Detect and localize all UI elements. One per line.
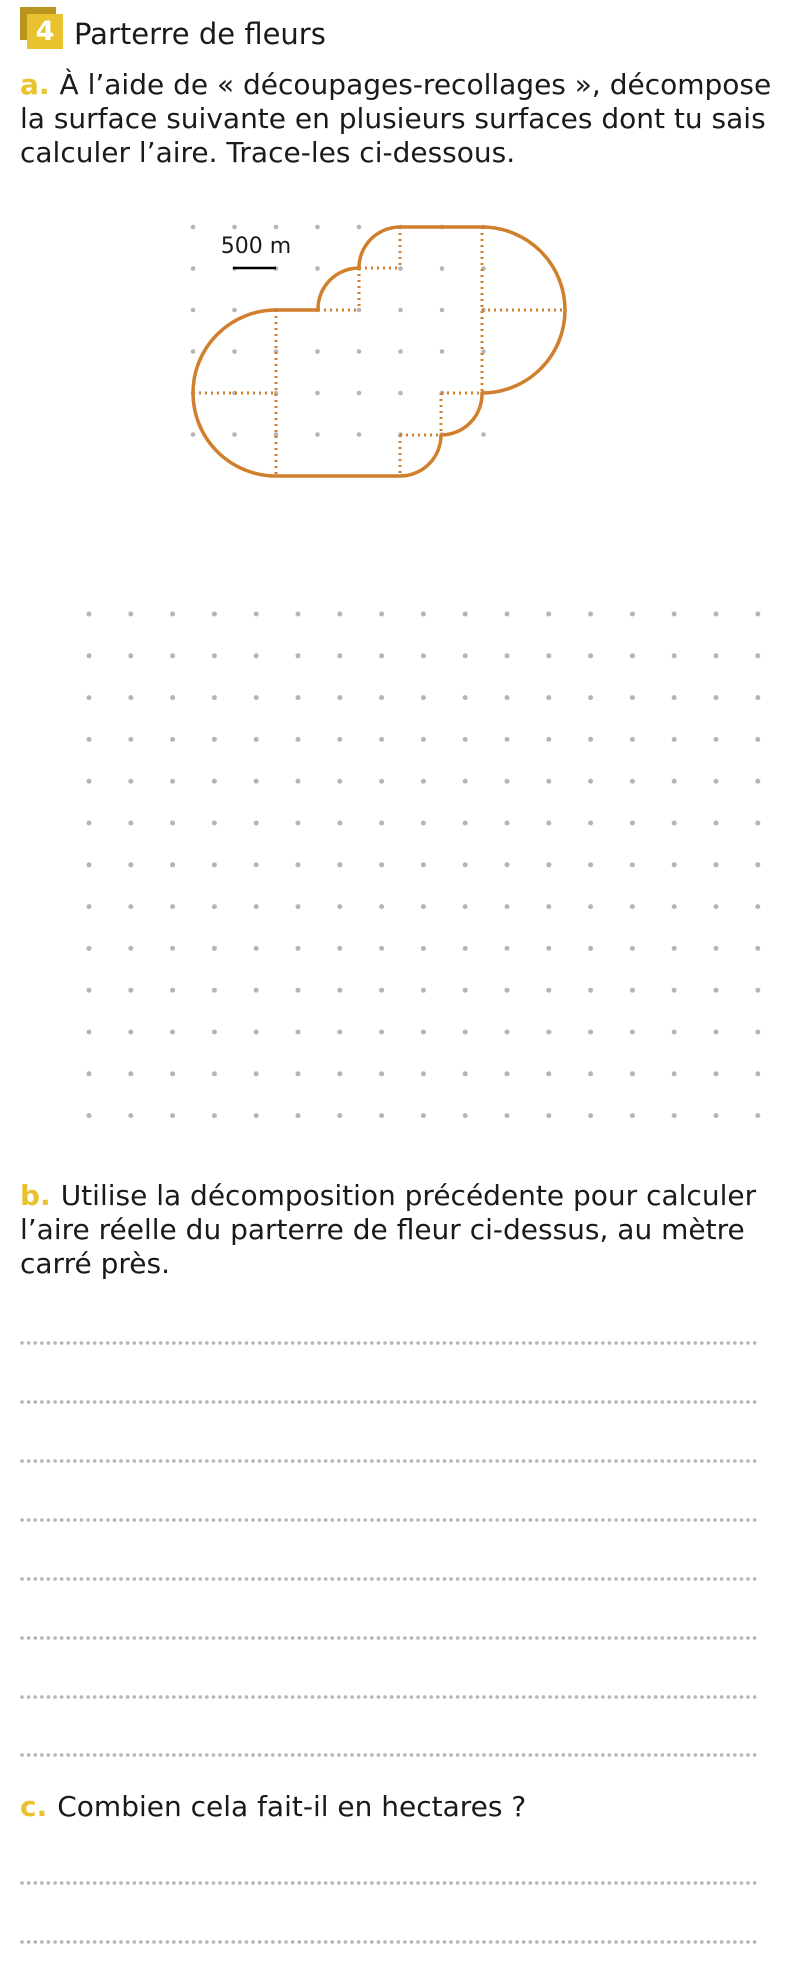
scale-bar [221,234,291,268]
answer-grid-dot [463,904,468,909]
answer-grid-dot [546,1071,551,1076]
answer-grid-dot [714,653,719,658]
answer-grid-dot [755,612,760,617]
answer-grid-dot [672,862,677,867]
answer-grid-dot [630,946,635,951]
answer-grid-dot [212,695,217,700]
answer-grid-dot [379,695,384,700]
figure-grid-dot [232,349,237,354]
answer-grid-dot [630,1030,635,1035]
answer-grid-dot [755,821,760,826]
answer-grid-dot [170,1071,175,1076]
answer-grid-dot [421,1030,426,1035]
answer-grid-dot [87,988,92,993]
figure-grid-dot [398,349,403,354]
answer-grid-dot [379,1113,384,1118]
answer-grid-dot [421,821,426,826]
answer-grid-dot [630,904,635,909]
answer-lines [22,1343,761,1942]
figure-grid-dot [357,391,362,396]
answer-grid-dot [421,988,426,993]
answer-grid-dot [170,1030,175,1035]
exercise-number-badge: 4 [27,14,63,49]
answer-grid-dot [672,904,677,909]
figure-grid-dot [315,225,320,230]
part-a-text: À l’aide de « découpages-recollages », décompose la surface suivante en plusieurs surfaces dont tu sais calculer l’aire. Trace-les ci-dessous. [20,68,772,169]
answer-grid-dot [212,1113,217,1118]
answer-grid-dot [296,862,301,867]
answer-grid-dot [672,779,677,784]
figure-grid-dot [357,308,362,313]
answer-grid-dot [588,779,593,784]
answer-grid-dot [588,821,593,826]
answer-grid-dot [755,695,760,700]
answer-grid-dot [87,1030,92,1035]
answer-grid-dot [755,862,760,867]
answer-grid-dot [714,737,719,742]
answer-grid-dot [505,612,510,617]
answer-grid-dot [588,1113,593,1118]
figure-grid-dot [315,391,320,396]
answer-grid-dot [337,904,342,909]
answer-grid-dot [463,821,468,826]
figure-grid-dot [191,266,196,271]
answer-grid-dot [421,695,426,700]
answer-grid-dot [337,612,342,617]
answer-grid-dot [672,1113,677,1118]
answer-grid-dot [505,653,510,658]
answer-grid-dot [588,737,593,742]
figure-grid-dot [191,349,196,354]
figure-grid-dot [357,432,362,437]
part-a-letter: a. [20,68,50,101]
part-b-letter: b. [20,1179,51,1212]
answer-grid-dot [379,779,384,784]
answer-grid-dot [714,821,719,826]
answer-grid-dot [714,1113,719,1118]
answer-grid-dot [630,779,635,784]
answer-grid-dot [546,1030,551,1035]
answer-grid-dot [630,1071,635,1076]
answer-grid-dot [254,653,259,658]
answer-grid-dot [337,779,342,784]
answer-grid-dot [463,779,468,784]
figure-grid-dot [481,432,486,437]
figure-grid-dot [357,349,362,354]
answer-grid-dot [337,1113,342,1118]
answer-grid-dot [755,1071,760,1076]
answer-grid-dot [296,779,301,784]
answer-grid-dot [588,653,593,658]
answer-grid-dot [212,1030,217,1035]
figure-grid-dot [232,225,237,230]
answer-grid-dot [296,612,301,617]
answer-grid-dot [254,862,259,867]
answer-grid-dot [672,821,677,826]
answer-grid-dot [505,988,510,993]
answer-grid-dot [254,737,259,742]
answer-grid-dot [463,612,468,617]
answer-grid-dot [672,653,677,658]
answer-grid-dot [546,1113,551,1118]
answer-grid-dot [296,821,301,826]
answer-grid-dot [714,695,719,700]
answer-grid-dot [421,653,426,658]
answer-grid-dot [755,779,760,784]
answer-grid-dot [254,779,259,784]
answer-grid-dot [87,1113,92,1118]
answer-grid-dot [128,1030,133,1035]
scale-bar-label: 500 m [220,234,292,259]
answer-grid-dot [170,1113,175,1118]
answer-grid-dot [630,821,635,826]
figure-grid-dot [440,308,445,313]
answer-grid-dot [588,904,593,909]
answer-grid-dot [170,612,175,617]
answer-grid-dot [254,988,259,993]
answer-grid-dot [755,653,760,658]
part-c-letter: c. [20,1790,48,1823]
answer-grid-dot [379,821,384,826]
answer-grid-dot [87,904,92,909]
answer-grid-dot [128,821,133,826]
part-c-question [20,1790,790,1824]
answer-grid-dot [128,946,133,951]
answer-grid-dot [714,1030,719,1035]
answer-grid-dot [87,862,92,867]
answer-grid-dot [505,862,510,867]
answer-grid-dot [630,862,635,867]
answer-grid-dot [630,695,635,700]
answer-grid-dot [170,695,175,700]
answer-grid-dot [296,653,301,658]
answer-grid-dot [505,821,510,826]
answer-grid-dot [505,695,510,700]
answer-grid-dot [170,779,175,784]
answer-grid-dot [296,737,301,742]
answer-grid-dot [755,904,760,909]
answer-grid-dot [379,862,384,867]
answer-grid-dot [254,695,259,700]
answer-grid-dot [337,946,342,951]
answer-grid-dot [714,779,719,784]
answer-grid-dot [505,1030,510,1035]
part-c-text: Combien cela fait-il en hectares ? [57,1790,527,1823]
exercise-title: Parterre de fleurs [74,17,326,51]
figure-grid-dot [440,349,445,354]
answer-grid-dot [379,612,384,617]
answer-grid-dot [546,821,551,826]
answer-grid-dot [170,653,175,658]
figure-grid-dot [274,225,279,230]
answer-grid-dot [254,1113,259,1118]
answer-grid-dot [463,653,468,658]
answer-grid-dot [337,821,342,826]
answer-grid-dot [337,988,342,993]
answer-grid-dot [296,946,301,951]
answer-grid-dot [463,988,468,993]
answer-grid-dot [421,779,426,784]
answer-grid-dot [421,737,426,742]
figure-grid-dot [191,225,196,230]
answer-grid-dot [337,862,342,867]
answer-grid-dot [87,1071,92,1076]
answer-grid-dot [546,737,551,742]
answer-grid-dot [337,1071,342,1076]
answer-grid-dot [87,612,92,617]
answer-grid-dot [714,1071,719,1076]
figure-grid-dot [398,308,403,313]
answer-grid-dot [379,1030,384,1035]
answer-grid-dot [170,862,175,867]
answer-grid-dot [463,1113,468,1118]
answer-grid-dot [87,737,92,742]
answer-grid-dot [463,1030,468,1035]
answer-grid-dot [254,904,259,909]
answer-grid-dot [87,779,92,784]
answer-grid-dot [337,1030,342,1035]
answer-grid-dot [421,1113,426,1118]
answer-grid-dot [379,653,384,658]
answer-grid-dot [337,737,342,742]
answer-grid-dot [212,821,217,826]
answer-grid-dot [714,946,719,951]
answer-grid-dot [463,946,468,951]
answer-grid-dot [630,612,635,617]
answer-grid-dot [463,737,468,742]
answer-grid-dot [170,737,175,742]
answer-grid-dot [128,1071,133,1076]
answer-grid-dot [212,612,217,617]
figure-grid-dot [398,391,403,396]
answer-grid-dot [714,988,719,993]
answer-grid-dot [714,612,719,617]
answer-grid-dot [170,821,175,826]
answer-grid-dot [672,1030,677,1035]
answer-grid-dot [87,653,92,658]
figure-grid-dot [315,266,320,271]
answer-grid-dot [128,779,133,784]
answer-grid-dot [588,862,593,867]
figure-grid-dot [315,432,320,437]
answer-grid-dot [170,988,175,993]
answer-grid-dot [296,1030,301,1035]
answer-grid-dot [672,946,677,951]
answer-grid-dot [212,904,217,909]
answer-grid-dot [505,737,510,742]
answer-grid-dot [630,653,635,658]
answer-grid-dot [170,904,175,909]
answer-grid-dot [588,946,593,951]
answer-grid-dot [588,1030,593,1035]
answer-grid-dot [505,1071,510,1076]
answer-grid-dot [505,946,510,951]
answer-grid-dot [212,737,217,742]
answer-grid-dot [546,612,551,617]
answer-grid-dot [672,695,677,700]
part-b-text: Utilise la décomposition précédente pour calculer l’aire réelle du parterre de fleur ci-dessus, au mètre carré près. [20,1179,757,1280]
flowerbed-outline [193,227,565,476]
answer-grid-dot [588,1071,593,1076]
answer-grid-dot [672,988,677,993]
answer-grid-dot [714,862,719,867]
answer-grid-dot [128,988,133,993]
answer-grid-dot [421,612,426,617]
answer-grid-dot [379,904,384,909]
answer-grid-dot [87,821,92,826]
answer-grid-dot [546,695,551,700]
part-b-question [20,1179,790,1281]
figure-grid-dot [232,308,237,313]
answer-grid-dot [337,653,342,658]
answer-grid-dot [296,988,301,993]
answer-grid-dot [505,1113,510,1118]
answer-grid-dot [212,779,217,784]
answer-grid-dot [755,988,760,993]
answer-grid-dot [463,1071,468,1076]
answer-grid-dot [672,737,677,742]
answer-grid-dot [128,612,133,617]
answer-grid-dot [170,946,175,951]
answer-grid-dot [421,946,426,951]
answer-grid-dot [254,612,259,617]
figure-grid-dot [440,266,445,271]
answer-grid-dot [296,1071,301,1076]
answer-grid-dot [254,1071,259,1076]
answer-grid-dot [128,904,133,909]
answer-grid-dot [588,695,593,700]
answer-grid-dot [630,988,635,993]
answer-grid-dot [212,988,217,993]
answer-grid-dot [755,1030,760,1035]
answer-grid-dot [421,862,426,867]
answer-grid-dot [296,695,301,700]
answer-grid-dot [630,737,635,742]
answer-grid-dot [546,653,551,658]
answer-grid-dot [421,904,426,909]
answer-grid-dot [254,821,259,826]
answer-grid-dot [379,737,384,742]
answer-grid-dot [755,1113,760,1118]
answer-grid-dot [672,612,677,617]
figure-grid-dot [315,349,320,354]
figure-grid-dot [232,432,237,437]
figure-grid-dot [357,225,362,230]
answer-grid-dot [128,653,133,658]
answer-grid-dot [254,1030,259,1035]
answer-grid-dot [128,862,133,867]
answer-grid-dot [546,988,551,993]
answer-dot-grid[interactable] [87,612,761,1119]
answer-grid-dot [630,1113,635,1118]
figure-grid-dot [191,432,196,437]
answer-grid-dot [546,779,551,784]
answer-grid-dot [546,946,551,951]
answer-grid-dot [463,695,468,700]
answer-grid-dot [212,946,217,951]
answer-grid-dot [337,695,342,700]
answer-grid-dot [755,946,760,951]
answer-grid-dot [296,904,301,909]
answer-grid-dot [128,1113,133,1118]
figure-grid-dot [398,266,403,271]
answer-grid-dot [87,946,92,951]
flowerbed-shape [193,227,565,476]
answer-grid-dot [379,946,384,951]
answer-grid-dot [128,695,133,700]
answer-grid-dot [546,904,551,909]
answer-grid-dot [87,695,92,700]
answer-grid-dot [212,1071,217,1076]
answer-grid-dot [672,1071,677,1076]
answer-grid-dot [463,862,468,867]
answer-grid-dot [588,988,593,993]
answer-grid-dot [212,862,217,867]
answer-grid-dot [505,779,510,784]
answer-grid-dot [379,988,384,993]
figure-grid-dot [191,308,196,313]
answer-grid-dot [505,904,510,909]
answer-grid-dot [755,737,760,742]
answer-grid-dot [254,946,259,951]
answer-grid-dot [421,1071,426,1076]
decomposition-dotted-lines [193,227,565,476]
answer-grid-dot [588,612,593,617]
answer-grid-dot [546,862,551,867]
answer-grid-dot [296,1113,301,1118]
answer-grid-dot [714,904,719,909]
answer-grid-dot [379,1071,384,1076]
answer-grid-dot [128,737,133,742]
answer-grid-dot [212,653,217,658]
